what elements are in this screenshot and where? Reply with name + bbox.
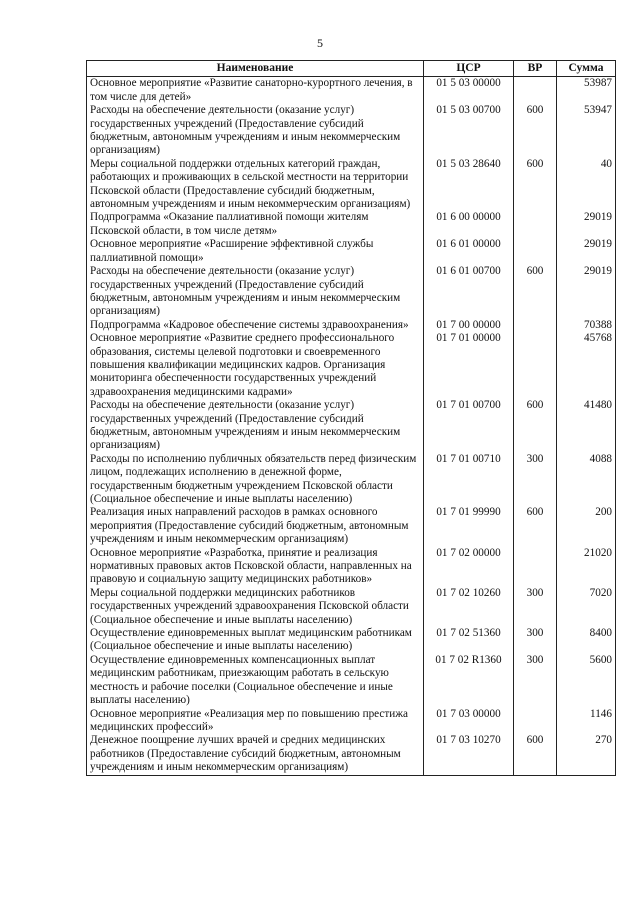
table-row [87, 734, 616, 775]
cell-name: Расходы на обеспечение деятельности (оказание услуг) государственных учреждений (Предоставление субсидий бюджетным, автономным учреждениям и иным некоммерческим организациям) [87, 265, 424, 319]
table-row [87, 627, 616, 654]
cell-csr: 01 6 00 00000 [424, 211, 514, 238]
header-name: Наименование [87, 61, 424, 77]
cell-sum: 29019 [557, 265, 616, 319]
cell-csr: 01 5 03 00000 [424, 77, 514, 104]
table-row [87, 211, 616, 238]
table-row [87, 399, 616, 453]
cell-name: Подпрограмма «Кадровое обеспечение системы здравоохранения» [87, 319, 424, 332]
cell-csr: 01 5 03 28640 [424, 158, 514, 212]
cell-sum: 270 [557, 734, 616, 775]
cell-csr: 01 7 01 00710 [424, 453, 514, 507]
cell-sum: 8400 [557, 627, 616, 654]
header-csr: ЦСР [424, 61, 514, 77]
cell-vr [514, 238, 557, 265]
table-row [87, 587, 616, 627]
cell-sum: 41480 [557, 399, 616, 453]
cell-vr [514, 332, 557, 399]
cell-vr: 600 [514, 265, 557, 319]
cell-vr [514, 77, 557, 104]
cell-csr: 01 7 03 10270 [424, 734, 514, 775]
cell-csr: 01 7 00 00000 [424, 319, 514, 332]
table-row [87, 332, 616, 399]
cell-vr [514, 211, 557, 238]
cell-csr: 01 7 02 00000 [424, 547, 514, 587]
table-row [87, 506, 616, 546]
cell-name: Расходы на обеспечение деятельности (оказание услуг) государственных учреждений (Предоставление субсидий бюджетным, автономным учреждениям и иным некоммерческим организациям) [87, 399, 424, 453]
cell-name: Расходы на обеспечение деятельности (оказание услуг) государственных учреждений (Предоставление субсидий бюджетным, автономным учреждениям и иным некоммерческим организациям) [87, 104, 424, 158]
cell-name: Реализация иных направлений расходов в рамках основного мероприятия (Предоставление субсидий бюджетным, автономным учреждениям и иным некоммерческим организациям) [87, 506, 424, 546]
cell-name: Основное мероприятие «Расширение эффективной службы паллиативной помощи» [87, 238, 424, 265]
cell-vr: 600 [514, 104, 557, 158]
cell-name: Денежное поощрение лучших врачей и средних медицинских работников (Предоставление субсидий бюджетным, автономным учреждениям и иным некоммерческим организациям) [87, 734, 424, 775]
cell-vr [514, 547, 557, 587]
cell-sum: 4088 [557, 453, 616, 507]
cell-name: Основное мероприятие «Развитие среднего профессионального образования, системы целевой подготовки и своевременного повышения квалификации медицинских кадров. Организация мониторинга обеспеченности государственных учреждений здравоохранения медицинскими кадрами» [87, 332, 424, 399]
cell-name: Меры социальной поддержки отдельных категорий граждан, работающих и проживающих в сельской местности на территории Псковской области (Предоставление субсидий бюджетным, автономным учреждениям и иным некоммерческим организациям) [87, 158, 424, 212]
table-row [87, 453, 616, 507]
cell-name: Меры социальной поддержки медицинских работников государственных учреждений здравоохранения Псковской области (Социальное обеспечение и иные выплаты населению) [87, 587, 424, 627]
cell-name: Основное мероприятие «Разработка, принятие и реализация нормативных правовых актов Псковской области, направленных на правовую и социальную защиту медицинских работников» [87, 547, 424, 587]
cell-name: Осуществление единовременных компенсационных выплат медицинским работникам, приезжающим работать в сельскую местность и рабочие поселки (Социальное обеспечение и иные выплаты населению) [87, 654, 424, 708]
cell-vr: 600 [514, 734, 557, 775]
budget-table [86, 60, 616, 776]
cell-csr: 01 7 02 10260 [424, 587, 514, 627]
cell-sum: 7020 [557, 587, 616, 627]
cell-sum: 53987 [557, 77, 616, 104]
header-vr: ВР [514, 61, 557, 77]
cell-name: Основное мероприятие «Развитие санаторно-курортного лечения, в том числе для детей» [87, 77, 424, 104]
cell-name: Расходы по исполнению публичных обязательств перед физическим лицом, подлежащих исполнению в денежной форме, государственным бюджетным учреждением Псковской области (Социальное обеспечение и иные выплаты населению) [87, 453, 424, 507]
table-header-row [87, 61, 616, 77]
cell-vr [514, 319, 557, 332]
cell-vr: 600 [514, 399, 557, 453]
cell-sum: 53947 [557, 104, 616, 158]
table-row [87, 104, 616, 158]
cell-csr: 01 7 03 00000 [424, 708, 514, 735]
cell-csr: 01 6 01 00000 [424, 238, 514, 265]
cell-sum: 70388 [557, 319, 616, 332]
table-row [87, 77, 616, 104]
cell-csr: 01 7 01 00700 [424, 399, 514, 453]
cell-vr [514, 708, 557, 735]
table-row [87, 158, 616, 212]
cell-name: Основное мероприятие «Реализация мер по повышению престижа медицинских профессий» [87, 708, 424, 735]
header-sum: Сумма [557, 61, 616, 77]
cell-csr: 01 7 01 99990 [424, 506, 514, 546]
cell-csr: 01 7 02 51360 [424, 627, 514, 654]
cell-vr: 600 [514, 506, 557, 546]
table-body [87, 77, 616, 775]
table-row [87, 547, 616, 587]
cell-csr: 01 7 02 R1360 [424, 654, 514, 708]
cell-vr: 300 [514, 654, 557, 708]
cell-sum: 29019 [557, 211, 616, 238]
cell-vr: 300 [514, 627, 557, 654]
table-row [87, 238, 616, 265]
table-row [87, 654, 616, 708]
cell-sum: 40 [557, 158, 616, 212]
cell-sum: 29019 [557, 238, 616, 265]
cell-name: Осуществление единовременных выплат медицинским работникам (Социальное обеспечение и иные выплаты населению) [87, 627, 424, 654]
cell-sum: 200 [557, 506, 616, 546]
table-row [87, 708, 616, 735]
cell-csr: 01 5 03 00700 [424, 104, 514, 158]
page-number: 5 [317, 36, 323, 50]
table-row [87, 265, 616, 319]
cell-vr: 300 [514, 453, 557, 507]
cell-sum: 21020 [557, 547, 616, 587]
cell-vr: 600 [514, 158, 557, 212]
cell-sum: 1146 [557, 708, 616, 735]
cell-csr: 01 6 01 00700 [424, 265, 514, 319]
cell-sum: 45768 [557, 332, 616, 399]
cell-csr: 01 7 01 00000 [424, 332, 514, 399]
cell-vr: 300 [514, 587, 557, 627]
table-row [87, 319, 616, 332]
cell-name: Подпрограмма «Оказание паллиативной помощи жителям Псковской области, в том числе детям» [87, 211, 424, 238]
cell-sum: 5600 [557, 654, 616, 708]
